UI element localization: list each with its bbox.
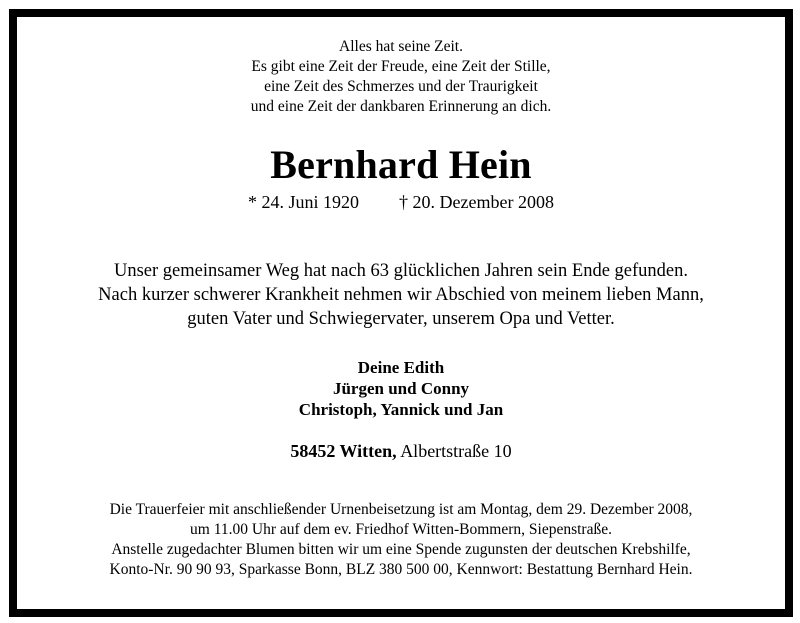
message-line: Unser gemeinsamer Weg hat nach 63 glücklichen Jahren sein Ende gefunden. [113, 261, 689, 281]
deceased-name: Bernhard Hein [270, 142, 532, 187]
address-city: 58452 Witten, [290, 441, 397, 461]
service-line: Die Trauerfeier mit anschließender Urnenbeisetzung ist am Montag, dem 29. Dezember 2008, [109, 501, 693, 518]
message-line: guten Vater und Schwiegervater, unserem Opa und Vetter. [187, 309, 615, 329]
family-address [17, 441, 785, 462]
motto-line: eine Zeit des Schmerzes und der Traurigkeit [264, 78, 538, 95]
service-line: Anstelle zugedachter Blumen bitten wir um eine Spende zugunsten der deutschen Krebshilfe, [111, 541, 691, 558]
address-street: Albertstraße 10 [400, 441, 512, 461]
mourner-name: Jürgen und Conny [332, 379, 470, 398]
birth-date: * 24. Juni 1920 [248, 192, 360, 212]
death-date: † 20. Dezember 2008 [399, 192, 554, 212]
obituary-notice [9, 9, 793, 617]
service-line: um 11.00 Uhr auf dem ev. Friedhof Witten-Bommern, Siepenstraße. [190, 521, 612, 538]
motto-line: und eine Zeit der dankbaren Erinnerung an dich. [250, 98, 552, 115]
motto-line: Alles hat seine Zeit. [339, 38, 463, 55]
message-line: Nach kurzer schwerer Krankheit nehmen wir Abschied von meinem lieben Mann, [98, 285, 704, 305]
mourner-name: Christoph, Yannick und Jan [298, 400, 504, 419]
service-line: Konto-Nr. 90 90 93, Sparkasse Bonn, BLZ 380 500 00, Kennwort: Bestattung Bernhard Hein. [109, 561, 693, 578]
motto-line: Es gibt eine Zeit der Freude, eine Zeit der Stille, [251, 58, 551, 75]
life-dates [17, 192, 785, 213]
mourner-name: Deine Edith [357, 358, 445, 377]
